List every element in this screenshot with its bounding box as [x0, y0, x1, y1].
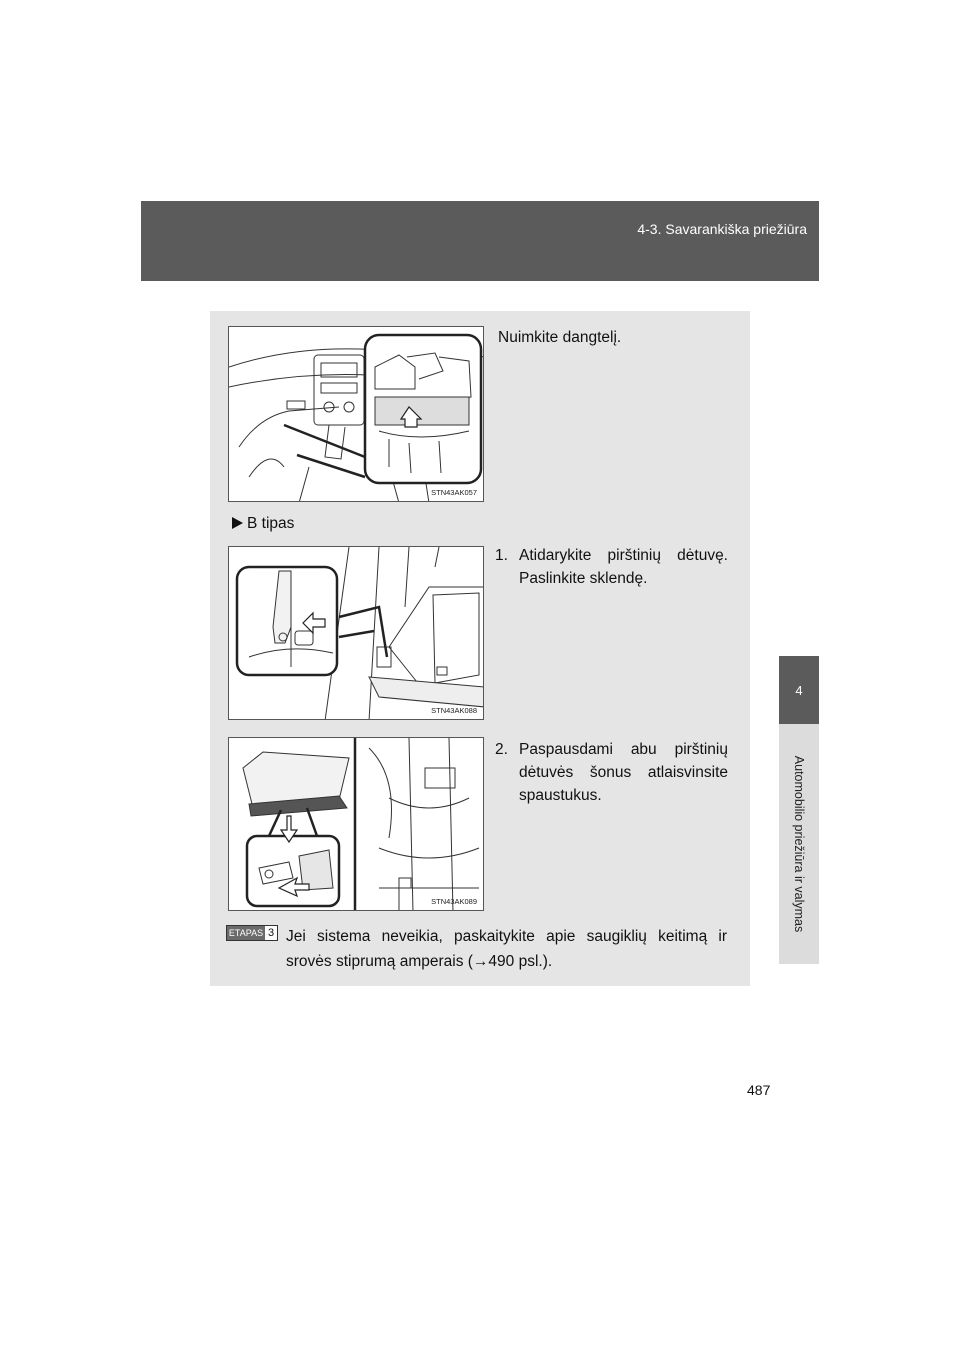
- etapas-badge: [226, 925, 278, 941]
- figure-glove-box-latch: [228, 546, 484, 720]
- etapas-text: [286, 924, 727, 974]
- step-2-text: Paspausdami abu pirštinių dėtuvės šonus atlaisvinsite spaustukus.: [519, 741, 728, 804]
- type-b-label: B tipas: [247, 515, 295, 532]
- figure-glove-box-clips: [228, 737, 484, 911]
- step-2: [495, 738, 728, 807]
- glove-box-clips-illustration: [229, 738, 484, 911]
- triangle-bullet-icon: [232, 517, 243, 529]
- etapas-label: ETAPAS: [228, 928, 264, 938]
- etapas-number: 3: [267, 927, 275, 939]
- page-number: 487: [747, 1082, 771, 1098]
- chapter-title: Automobilio priežiūra ir valymas: [792, 755, 807, 933]
- figure-remove-cover: [228, 326, 484, 502]
- chapter-title-wrap: [790, 730, 808, 958]
- etapas-line-1: Jei sistema neveikia, paskaitykite apie saugiklių keitimą ir: [286, 928, 727, 945]
- figure-code: STN43AK088: [431, 706, 477, 715]
- type-b-heading: [232, 512, 294, 535]
- glove-box-latch-illustration: [229, 547, 484, 720]
- figure-code: STN43AK089: [431, 897, 477, 906]
- section-title: 4-3. Savarankiška priežiūra: [637, 221, 807, 237]
- step-1-number: 1.: [495, 547, 508, 564]
- etapas-line-2: srovės stiprumą amperais (→490 psl.).: [286, 953, 553, 970]
- figure-code: STN43AK057: [431, 488, 477, 497]
- section-header: [141, 201, 819, 281]
- step-1: [495, 544, 728, 590]
- dashboard-illustration: [229, 327, 484, 502]
- remove-cover-instruction: Nuimkite dangtelį.: [498, 329, 622, 346]
- step-2-number: 2.: [495, 741, 508, 758]
- chapter-number: 4: [795, 682, 803, 698]
- step-1-text: Atidarykite pirštinių dėtuvę. Paslinkite sklendę.: [519, 547, 728, 587]
- chapter-number-tab: [779, 656, 819, 724]
